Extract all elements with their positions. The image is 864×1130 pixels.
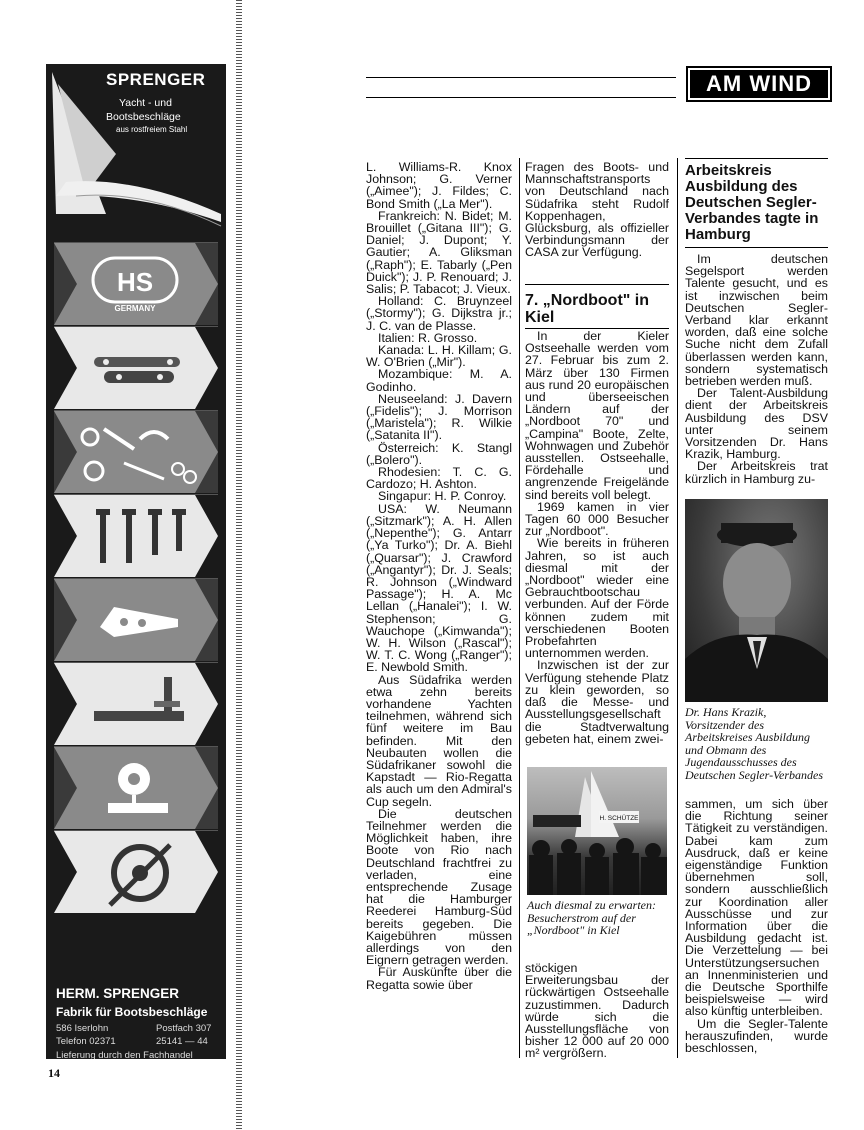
ad-tagline: aus rostfreiem Stahl xyxy=(116,125,188,134)
paragraph: Singapur: H. P. Conroy. xyxy=(378,489,507,504)
column-divider xyxy=(677,158,678,1058)
badge-sub: GERMANY xyxy=(114,304,156,313)
paragraph: Fragen des Boots- und Mannschaftstransports von Deutschland nach Südafrika steht Rudolf Koppenhagen, Glücksburg, als offizieller Verbindungsmann der CASA zur Verfügung. xyxy=(525,160,669,260)
paragraph: Der Arbeitskreis trat kürzlich in Hamburg zu- xyxy=(685,459,828,486)
section-logo: AM WIND xyxy=(686,66,832,102)
article-column-1 xyxy=(366,161,512,1061)
photo-sign-text: H. SCHÜTZE xyxy=(599,815,639,822)
ad-delivery: Lieferung durch den Fachhandel xyxy=(56,1050,193,1059)
hinge-fitting-icon xyxy=(84,343,194,395)
binding-margin xyxy=(236,0,242,1130)
ad-brand: SPRENGER xyxy=(106,70,206,89)
badge-text: HS xyxy=(116,267,154,297)
arbeitskreis-article xyxy=(685,253,828,485)
ad-company: HERM. SPRENGER xyxy=(56,986,180,1001)
article-rule xyxy=(685,247,828,248)
nordboot-headline: 7. „Nordboot" in Kiel xyxy=(525,292,650,326)
crowd-photo-image xyxy=(527,767,667,895)
nordboot-continuation xyxy=(525,962,669,1060)
paragraph: Italien: R. Grosso. xyxy=(378,330,478,345)
spanner-icon xyxy=(94,597,184,643)
paragraph: sammen, um sich über die Richtung seiner Tätigkeit zu verständigen. Dabei kam zum Ausdruck, daß er keine eigenständige Funktion übernehmen soll, sondern ausschließlich zur Koordination aller Ausschüsse und zur Information über die Ausbildung gedacht ist. Die Verzettelung — bei Unterstützungsersuchen an Innenministerien und die Deutsche Sporthilfe beispielsweise — wird also künftig unterbleiben. xyxy=(685,797,828,1019)
article-column-2-top xyxy=(525,161,669,259)
shackle-ring-icon xyxy=(90,835,190,911)
ad-panel-spanner xyxy=(54,578,218,661)
paragraph: Um die Segler-Talente herauszufinden, wurde beschlossen, xyxy=(685,1016,828,1056)
arbeitskreis-continuation xyxy=(685,798,828,1054)
page-number: 14 xyxy=(48,1066,60,1080)
hs-badge-icon xyxy=(90,255,180,313)
header-rule xyxy=(366,97,676,98)
ad-panel-shackle xyxy=(54,830,218,913)
paragraph: Rhodesien: T. C. G. Cardozo; H. Ashton. xyxy=(366,465,512,492)
paragraph: In der Kieler Ostseehalle werden vom 27. Februar bis zum 2. März über 130 Firmen aus rund 20 europäischen und überseeischen Ländern auf der „Nordboot 70" und „Campina" Boote, Zelte, Wohnwagen und Zubehör ausstellen. Ostseehalle, Fördehalle und angrenzende Freigelände sind bereits voll belegt. xyxy=(525,329,669,502)
ad-address: 586 Iserlohn xyxy=(56,1023,109,1034)
paragraph: stöckigen Erweiterungsbau der rückwärtigen Ostseehalle zuzustimmen. Dadurch würde sich die Ausstellungsfläche von bisher 12 000 auf 20 000 m² vergrößern. xyxy=(525,961,669,1061)
krazik-photo-caption: Dr. Hans Krazik, Vorsitzender des Arbeitskreises Ausbildung und Obmann des Jugendausschusses des Deutschen Segler-Verbandes xyxy=(685,705,824,782)
header-rule xyxy=(366,77,676,78)
ad-panel-parts xyxy=(54,410,218,493)
ad-panel-screws xyxy=(54,494,218,577)
paragraph: L. Williams-R. Knox Johnson; G. Verner („Aimee"); J. Fildes; C. Bond Smith („La Mer"). xyxy=(366,160,512,211)
nordboot-photo-caption: Auch diesmal zu erwarten: Besucherstrom auf der „Nordboot" in Kiel xyxy=(527,898,656,937)
article-rule xyxy=(685,158,828,159)
ad-phone: Telefon 02371 xyxy=(56,1036,116,1047)
pulley-block-icon xyxy=(94,753,184,823)
ad-postfach: Postfach 307 xyxy=(156,1023,212,1034)
column-divider xyxy=(519,158,520,1058)
nordboot-crowd-photo xyxy=(527,767,667,895)
paragraph: Neuseeland: J. Davern („Fidelis"); J. Morrison („Maristela"); R. Wilkie („Satanita II"). xyxy=(366,391,512,443)
paragraph: Frankreich: N. Bidet; M. Brouillet („Gitana III"); G. Daniel; J. Dupont; Y. Gautier; A. Gliksman („Raph"); E. Tabarly („Pen Duick"); J. P. Renouard; J. Salis; P. Tabacot; J. Vieux. xyxy=(366,208,512,297)
paragraph: Im deutschen Segelsport werden Talente gesucht, und es ist inzwischen beim Deutschen Segler-Verband klar erkannt worden, daß eine solche Suche nicht dem Zufall überlassen werden kann, sondern systematisch betrieben werden muß. xyxy=(685,252,828,389)
ad-panel-rail xyxy=(54,662,218,745)
krazik-portrait-photo xyxy=(685,499,828,702)
paragraph: Inzwischen ist der zur Verfügung stehende Platz zu klein geworden, so daß die Messe- und Ausstellungsgesellschaft die Stadtverwaltung gebeten hat, einem zwei- xyxy=(525,658,669,746)
screws-icon xyxy=(84,505,194,569)
ad-panel-hinge xyxy=(54,326,218,409)
paragraph: Mozambique: M. A. Godinho. xyxy=(366,367,512,394)
paragraph: Österreich: K. Stangl („Bolero"). xyxy=(366,440,512,467)
ad-panel-badge xyxy=(54,242,218,325)
ad-tagline: Bootsbeschläge xyxy=(106,111,181,123)
ad-tagline: Yacht - und xyxy=(119,97,172,109)
hardware-parts-icon xyxy=(74,419,204,489)
paragraph: USA: W. Neumann („Sitzmark"); A. H. Allen („Nepenthe"); G. Antarr („Ya Turko"); Dr. A. Biehl („Quarsar"); J. Crawford („Angantyr"); Dr. J. Seals; R. Johnson („Windward Passage"); H. A. Mc Lellan („Hanalei"); I. W. Stephenson; G. Wauchope („Kimwanda"); W. H. Wilson („Rascal"); W. T. C. Wong („Ranger"); E. Newbold Smith. xyxy=(366,501,512,675)
paragraph: Die deutschen Teilnehmer werden die Möglichkeit haben, ihre Boote von Rio nach Deutschland frachtfrei zu verladen, eine entsprechende Zusage hat die Hamburger Reederei Hamburg-Süd bereits gegeben. Die Kaigebühren müssen allerdings von den Eignern getragen werden. xyxy=(366,806,512,968)
arbeitskreis-headline: Arbeitskreis Ausbildung des Deutschen Segler-Verbandes tagte in Hamburg xyxy=(685,162,819,243)
paragraph: 1969 kamen in vier Tagen 60 000 Besucher zur „Nordboot". xyxy=(525,499,669,539)
ad-phone-number: 25141 — 44 xyxy=(156,1036,208,1047)
ad-panel-block xyxy=(54,746,218,829)
paragraph: Aus Südafrika werden etwa zehn bereits vorhandene Yachten teilnehmen, während sich fünf weitere im Bau befinden. Mit den Neubauten wollen die Südafrikaner sowohl die Kapstadt — Rio-Regatta als auch um den Admiral's Cup segeln. xyxy=(366,672,512,809)
article-rule xyxy=(525,284,669,285)
paragraph: Wie bereits in früheren Jahren, so ist auch diesmal mit der „Nordboot" wieder eine Gebrauchtbootschau verbunden. Auf der Förde können zudem mit verschiedenen Booten Probefahrten unternommen werden. xyxy=(525,536,669,661)
paragraph: Kanada: L. H. Killam; G. W. O'Brien („Mir"). xyxy=(366,343,512,370)
paragraph: Der Talent-Ausbildung dient der Arbeitskreis Ausbildung des DSV unter seinem Vorsitzenden Dr. Hans Krazik, Hamburg. xyxy=(685,386,828,462)
sprenger-advertisement xyxy=(46,64,226,1059)
ad-company-sub: Fabrik für Bootsbeschläge xyxy=(56,1005,208,1019)
paragraph: Holland: C. Bruynzeel („Stormy"); G. Dijkstra jr.; J. C. van de Plasse. xyxy=(366,294,512,333)
paragraph: Für Auskünfte über die Regatta sowie über xyxy=(366,965,512,992)
track-rail-icon xyxy=(84,671,194,737)
portrait-image xyxy=(685,499,828,702)
nordboot-article xyxy=(525,330,669,745)
